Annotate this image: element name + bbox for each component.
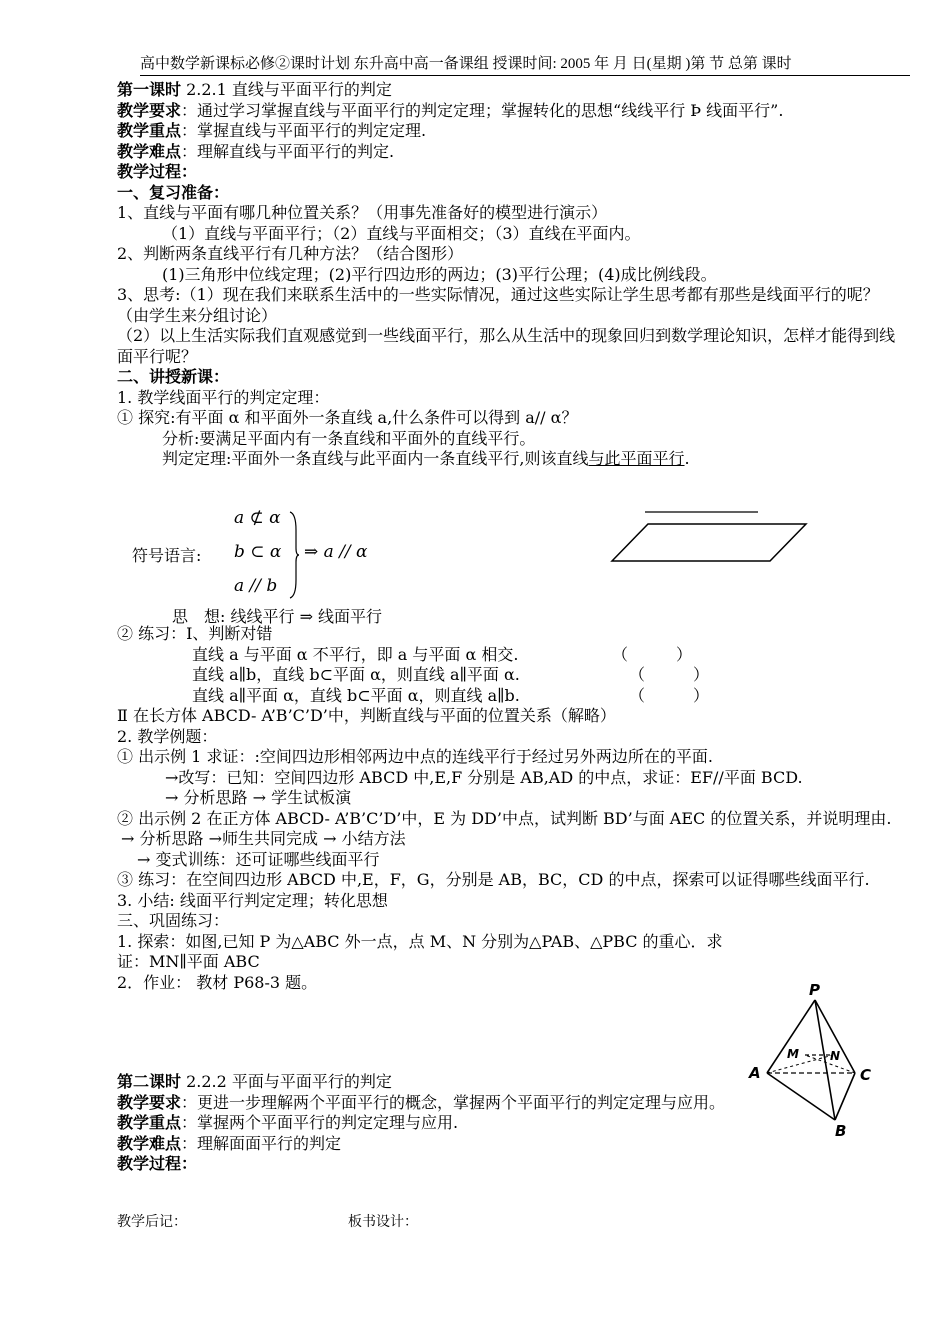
theorem-underline: 与此平面平行	[588, 449, 685, 468]
footer-board: 板书设计：	[348, 1215, 418, 1230]
question-2: 2、判断两条直线平行有几种方法？（结合图形）	[117, 244, 464, 263]
diff-text: ：理解直线与平面平行的判定.	[181, 141, 395, 161]
key2-text: ：掌握两个平面平行的判定定理与应用.	[181, 1113, 459, 1132]
lesson-2-title: 2.2.2 平面与平面平行的判定	[181, 1072, 392, 1091]
theorem-text: 判定定理:平面外一条直线与此平面内一条直线平行,则该直线	[162, 449, 589, 468]
analysis-line: 分析:要满足平面内有一条直线和平面外的直线平行。	[162, 428, 536, 448]
answer-1: （1）直线与平面平行；（2）直线与平面相交；（3）直线在平面内。	[162, 223, 641, 243]
theorem-end: .	[684, 449, 690, 468]
proc2-colon: ：	[181, 1154, 198, 1173]
req2-text: ：更进一步理解两个平面平行的概念，掌握两个平面平行的判定定理与应用。	[181, 1092, 726, 1112]
example-1-steps: → 分析思路 → 学生试板演	[165, 788, 352, 807]
exercise-3: 直线 a∥平面 α，直线 b⊂平面 α，则直线 a∥b.	[192, 685, 520, 705]
label-p: P	[809, 981, 820, 999]
consolidate-1: 1. 探索：如图,已知 P 为△ABC 外一点，点 M、N 分别为△PAB、△PBC 的重心．求证：MN∥平面 ABC	[117, 931, 723, 971]
homework: 2．作业： 教材 P68-3 题。	[117, 972, 318, 992]
answer-2: (1)三角形中位线定理；(2)平行四边形的两边；(3)平行公理；(4)成比例线段。	[162, 264, 717, 284]
example-2: ② 出示例 2 在正方体 ABCD- A’B’C’D’中，E 为 DD’中点，试判断 BD’与面 AEC 的位置关系，并说明理由.	[117, 808, 892, 828]
answer-blank[interactable]: （ ）	[612, 644, 693, 664]
key2-label: 教学重点	[117, 1113, 182, 1132]
example-2-steps: → 分析思路 →师生共同完成 → 小结方法	[121, 829, 406, 848]
page-header: 高中数学新课标必修②课时计划 东升高中高一备课组 授课时间: 2005 年 月 日(星期 )第 节 总第 课时	[140, 52, 910, 76]
lesson-2-title-bold: 第二课时	[117, 1072, 182, 1091]
answer-blank[interactable]: （ ）	[629, 685, 710, 705]
section-review: 一、复习准备：	[117, 182, 230, 202]
exercise-1: 直线 a 与平面 α 不平行，即 a 与平面 α 相交.	[192, 644, 519, 664]
exercise-4: Ⅱ 在长方体 ABCD- A’B’C’D’中，判断直线与平面的位置关系（解略）	[117, 706, 616, 725]
footer-notes: 教学后记：	[117, 1215, 187, 1230]
symbol-label: 符号语言:	[132, 546, 202, 565]
diff-label: 教学难点	[117, 141, 182, 161]
examples-heading: 2. 教学例题：	[117, 726, 218, 746]
label-m: M	[787, 1047, 799, 1061]
diff2-label: 教学难点	[117, 1133, 182, 1153]
diff2-text: ：理解面面平行的判定	[181, 1133, 342, 1153]
lesson-1-body	[117, 80, 910, 470]
label-c: C	[860, 1066, 872, 1084]
proc-label: 教学过程	[117, 162, 182, 181]
question-1: 1、直线与平面有哪几种位置关系？（用事先准备好的模型进行演示）	[117, 203, 608, 222]
tetrahedron-figure	[745, 980, 895, 1140]
req-text: ：通过学习掌握直线与平面平行的判定定理；掌握转化的思想“线线平行 Þ 线面平行”.	[181, 100, 784, 120]
thought-line: 思 想: 线线平行 ⇒ 线面平行	[172, 607, 383, 626]
answer-blank[interactable]: （ ）	[629, 665, 710, 684]
summary: 3. 小结: 线面平行判定定理；转化思想	[117, 890, 388, 910]
lesson-1-title-bold: 第一课时	[117, 80, 182, 99]
exercise-2: 直线 a∥b，直线 b⊂平面 α，则直线 a∥平面 α.	[192, 665, 520, 684]
label-n: N	[830, 1049, 841, 1063]
question-3b: （2）以上生活实际我们直观感觉到一些线面平行，那么从生活中的现象回归到数学理论知识，怎样才能得到线面平行呢？	[117, 326, 896, 366]
key-label: 教学重点	[117, 121, 182, 140]
proc-colon: ：	[181, 162, 198, 181]
key-text: ：掌握直线与平面平行的判定定理.	[181, 121, 427, 140]
symbol-result: a // α	[323, 542, 368, 562]
label-b: B	[835, 1122, 847, 1140]
example-1-rewrite: →改写：已知：空间四边形 ABCD 中,E,F 分别是 AB,AD 的中点，求证：EF//平面 BCD.	[165, 767, 803, 787]
req-label: 教学要求	[117, 100, 182, 120]
question-3: 3、思考:（1）现在我们来联系生活中的一些实际情况，通过这些实际让学生思考都有那些是线面平行的呢？ （由学生来分组讨论）	[117, 285, 879, 325]
lesson-1-title: 2.2.1 直线与平面平行的判定	[181, 80, 392, 99]
example-1: ① 出示例 1 求证：:空间四边形相邻两边中点的连线平行于经过另外两边所在的平面.	[117, 747, 713, 766]
exercise-heading: ② 练习：Ⅰ、判断对错	[117, 624, 273, 643]
brace-icon	[288, 510, 300, 600]
symbol-row-2: b ⊂ α	[234, 542, 282, 562]
theorem-heading: 1. 教学线面平行的判定定理：	[117, 387, 330, 407]
proc2-label: 教学过程	[117, 1154, 182, 1173]
example-2-variation: → 变式训练：还可证哪些线面平行	[137, 849, 380, 869]
section-new: 二、讲授新课：	[117, 367, 230, 386]
plane-figure	[610, 506, 810, 566]
req2-label: 教学要求	[117, 1092, 182, 1112]
symbol-row-3: a // b	[234, 576, 278, 596]
symbol-implies: ⇒ a // α	[304, 542, 368, 562]
explore-line: ① 探究:有平面 α 和平面外一条直线 a,什么条件可以得到 a// α？	[117, 408, 578, 427]
exercise-block	[117, 624, 910, 993]
lesson-2-body	[117, 1072, 727, 1175]
symbol-row-1: a ⊄ α	[234, 508, 281, 528]
practice-3: ③ 练习：在空间四边形 ABCD 中,E，F，G，分别是 AB，BC，CD 的中点，探索可以证得哪些线面平行.	[117, 870, 870, 889]
section-consolidate: 三、巩固练习：	[117, 911, 230, 930]
symbol-language	[132, 506, 392, 602]
label-a: A	[749, 1064, 761, 1082]
